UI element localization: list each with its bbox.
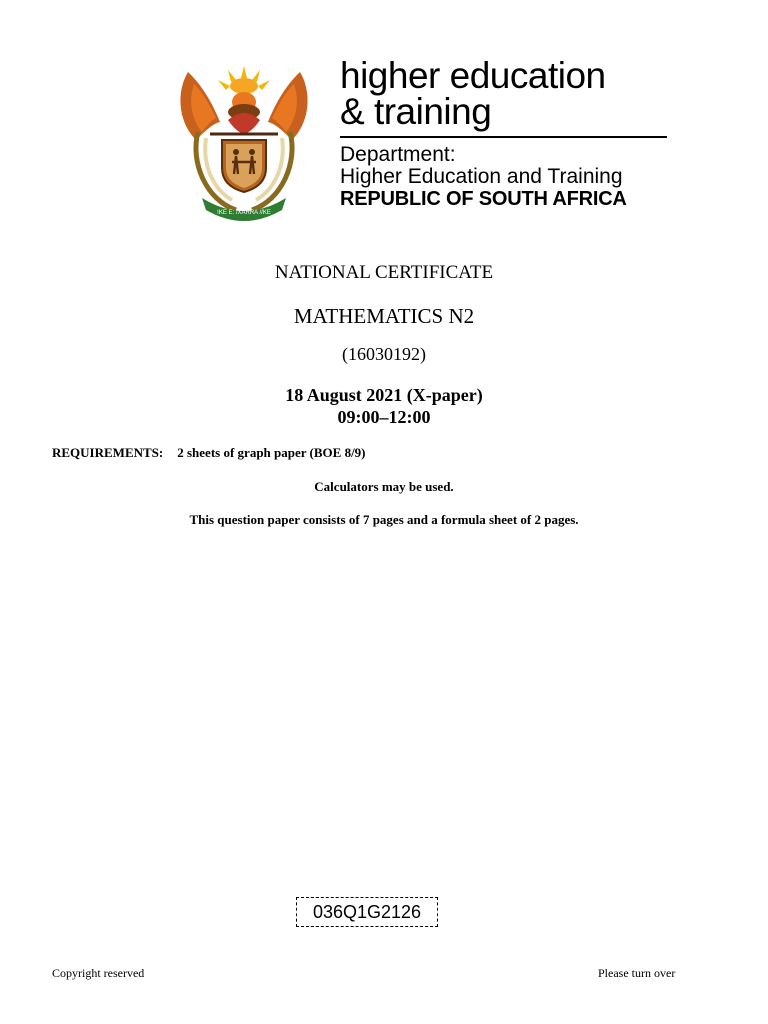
requirements-line xyxy=(52,445,366,461)
pages-note: This question paper consists of 7 pages and a formula sheet of 2 pages. xyxy=(189,512,579,527)
coat-of-arms-icon xyxy=(176,62,312,222)
subject-title: MATHEMATICS N2 xyxy=(293,304,475,328)
department-name: Higher Education and Training xyxy=(340,165,623,188)
brand-title-line2: & training xyxy=(340,91,492,132)
department-brand xyxy=(340,55,670,210)
crest-motto: !KE E: /XARRA //KE xyxy=(217,210,271,216)
exam-schedule xyxy=(0,384,768,428)
requirements-value: 2 sheets of graph paper (BOE 8/9) xyxy=(177,445,366,460)
brand-title-line1: higher education xyxy=(340,55,606,96)
brand-divider xyxy=(340,136,667,138)
certificate-title: NATIONAL CERTIFICATE xyxy=(274,262,494,283)
turn-over-notice: Please turn over xyxy=(598,966,676,980)
department-label: Department: xyxy=(340,143,456,166)
requirements-label: REQUIREMENTS: xyxy=(52,445,164,460)
exam-date: 18 August 2021 (X-paper) xyxy=(285,385,483,405)
country-name: REPUBLIC OF SOUTH AFRICA xyxy=(340,188,627,210)
copyright-notice: Copyright reserved xyxy=(52,966,145,980)
exam-time: 09:00–12:00 xyxy=(337,407,431,427)
paper-code-box: 036Q1G2126 xyxy=(296,897,438,927)
calculator-note: Calculators may be used. xyxy=(314,479,454,494)
subject-code: (16030192) xyxy=(342,344,426,364)
